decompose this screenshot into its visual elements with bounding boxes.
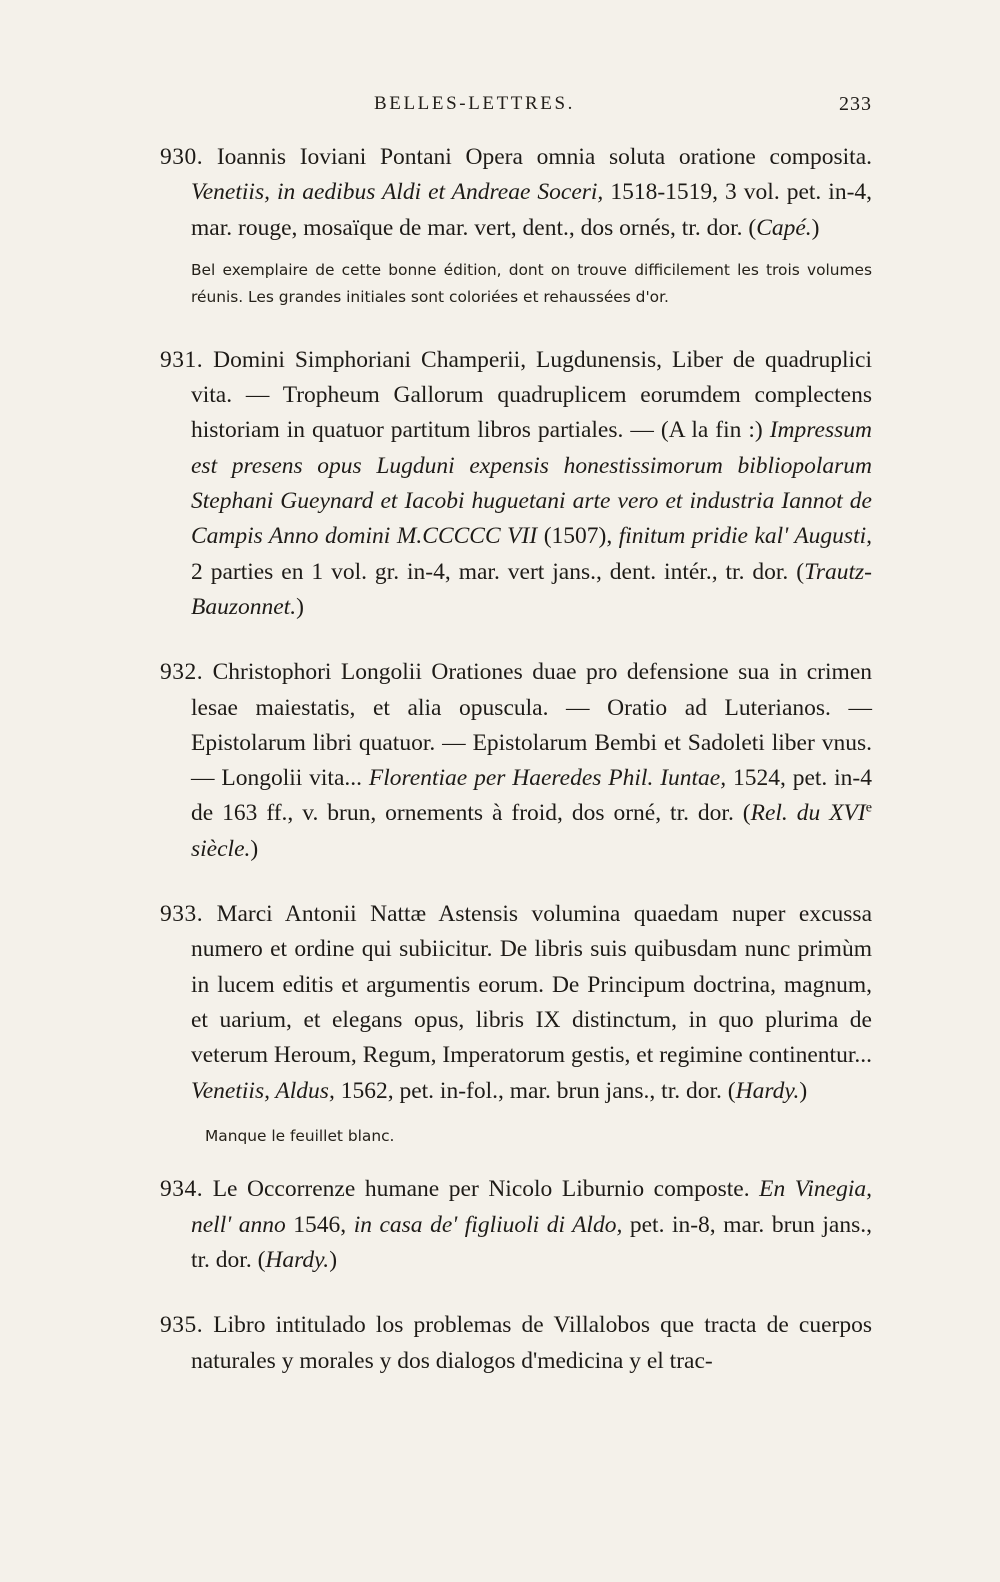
entry-imprint-year: 1546, <box>293 1211 347 1238</box>
entry-number: 933. <box>160 901 204 928</box>
entry-imprint-year: (1507), <box>543 523 613 550</box>
entry-details: pet. in-8, mar. brun jans., tr. dor. ( <box>191 1211 873 1273</box>
entry-title: Marci Antonii Nattæ Astensis volumina quaedam nuper excussa numero et ordine qui subiicitur. De libris suis quibusdam nunc primùm in lucem editis et argumentis eorum. De Principum doctrina, magnum, et uarium, et elegans opus, libris IX distinctum, in quo plurima de veterum Heroum, Regum, Imperatorum gestis, et regimine continentur... <box>191 901 873 1069</box>
entry-details-end: ) <box>811 214 820 241</box>
entry-binder: Hardy. <box>735 1077 800 1104</box>
entry-number: 932. <box>160 659 204 686</box>
entry-note-930: Bel exemplaire de cette bonne édition, dont on trouve difficilement les trois volumes réunis. Les grandes initiales sont coloriées et rehaussées d'or. <box>191 260 872 307</box>
catalogue-entry-935 <box>160 1308 872 1379</box>
entry-title: Christophori Longolii Orationes duae pro defensione sua in crimen lesae maiestatis, et alia opuscula. — Oratio ad Luterianos. — Epistolarum libri quatuor. — Epistolarum Bembi et Sadoleti liber vnus. — Longolii vita... <box>191 659 872 792</box>
entry-details: 2 parties en 1 vol. gr. in-4, mar. vert jans., dent. intér., tr. dor. ( <box>191 558 805 585</box>
running-title: BELLES-LETTRES. <box>374 93 576 114</box>
entry-details: 1518-1519, 3 vol. pet. in-4, mar. rouge, mosaïque de mar. vert, dent., dos ornés, tr. dor. ( <box>191 179 873 241</box>
entry-imprint: Venetiis, in aedibus Aldi et Andreae Soceri, <box>191 179 604 206</box>
entry-title: Ioannis Ioviani Pontani Opera omnia soluta oratione composita. <box>216 144 873 170</box>
entry-imprint: Venetiis, Aldus, <box>191 1077 335 1104</box>
entry-binder-siecle: siècle. <box>191 835 251 862</box>
entry-number: 931. <box>160 346 204 373</box>
entry-imprint-date: finitum pridie kal' Augusti, <box>618 523 872 550</box>
entry-imprint: Florentiae per Haeredes Phil. Iuntae, <box>368 765 727 792</box>
entry-imprint: Impressum est presens opus Lugduni expensis honestissimorum bibliopolarum Stephani Gueynard et Iacobi huguetani arte vero et industria Iannot de Campis Anno domini M.CCCCC VII <box>191 417 872 550</box>
entry-details-end: ) <box>799 1077 808 1104</box>
entry-binder-century: XVI <box>829 800 866 827</box>
entry-imprint-publisher: in casa de' figliuoli di Aldo, <box>353 1211 623 1238</box>
entry-binder-century-suffix: e <box>865 800 872 816</box>
entry-title: Le Occorrenze humane per Nicolo Liburnio composte. <box>212 1176 750 1203</box>
entry-title: Domini Simphoriani Champerii, Lugdunensis, Liber de quadruplici vita. — Tropheum Gallorum quadruplicem eorumdem complectens historiam in quatuor partitum libros partiales. — (A la fin :) <box>191 346 872 444</box>
entry-number: 934. <box>160 1176 204 1203</box>
entry-binder: Rel. du <box>750 800 821 827</box>
entry-number: 935. <box>160 1312 204 1339</box>
catalogue-body <box>160 140 872 1409</box>
entry-note-933: Manque le feuillet blanc. <box>205 1126 395 1145</box>
entry-number: 930. <box>160 144 204 170</box>
entry-binder: Capé. <box>756 214 812 241</box>
entry-imprint: En Vinegia, nell' anno <box>191 1176 873 1238</box>
catalogue-entry-933 <box>160 897 872 1109</box>
catalogue-entry-931 <box>160 343 872 625</box>
page-header <box>160 93 872 123</box>
entry-binder: Hardy. <box>265 1246 330 1273</box>
entry-title: Libro intitulado los problemas de Villalobos que tracta de cuerpos naturales y morales y dos dialogos d'medicina y el trac- <box>191 1312 872 1374</box>
entry-details: 1524, pet. in-4 de 163 ff., v. brun, ornements à froid, dos orné, tr. dor. ( <box>191 765 872 827</box>
catalogue-entry-934 <box>160 1172 872 1278</box>
catalogue-entry-930 <box>160 140 872 246</box>
entry-binder: Trautz-Bauzonnet. <box>191 558 872 620</box>
entry-details: 1562, pet. in-fol., mar. brun jans., tr. dor. ( <box>340 1077 736 1104</box>
entry-details-end: ) <box>329 1246 338 1273</box>
catalogue-entry-932 <box>160 655 872 867</box>
page-number: 233 <box>839 93 872 115</box>
entry-details-end: ) <box>296 593 304 620</box>
entry-details-end: ) <box>250 835 259 862</box>
